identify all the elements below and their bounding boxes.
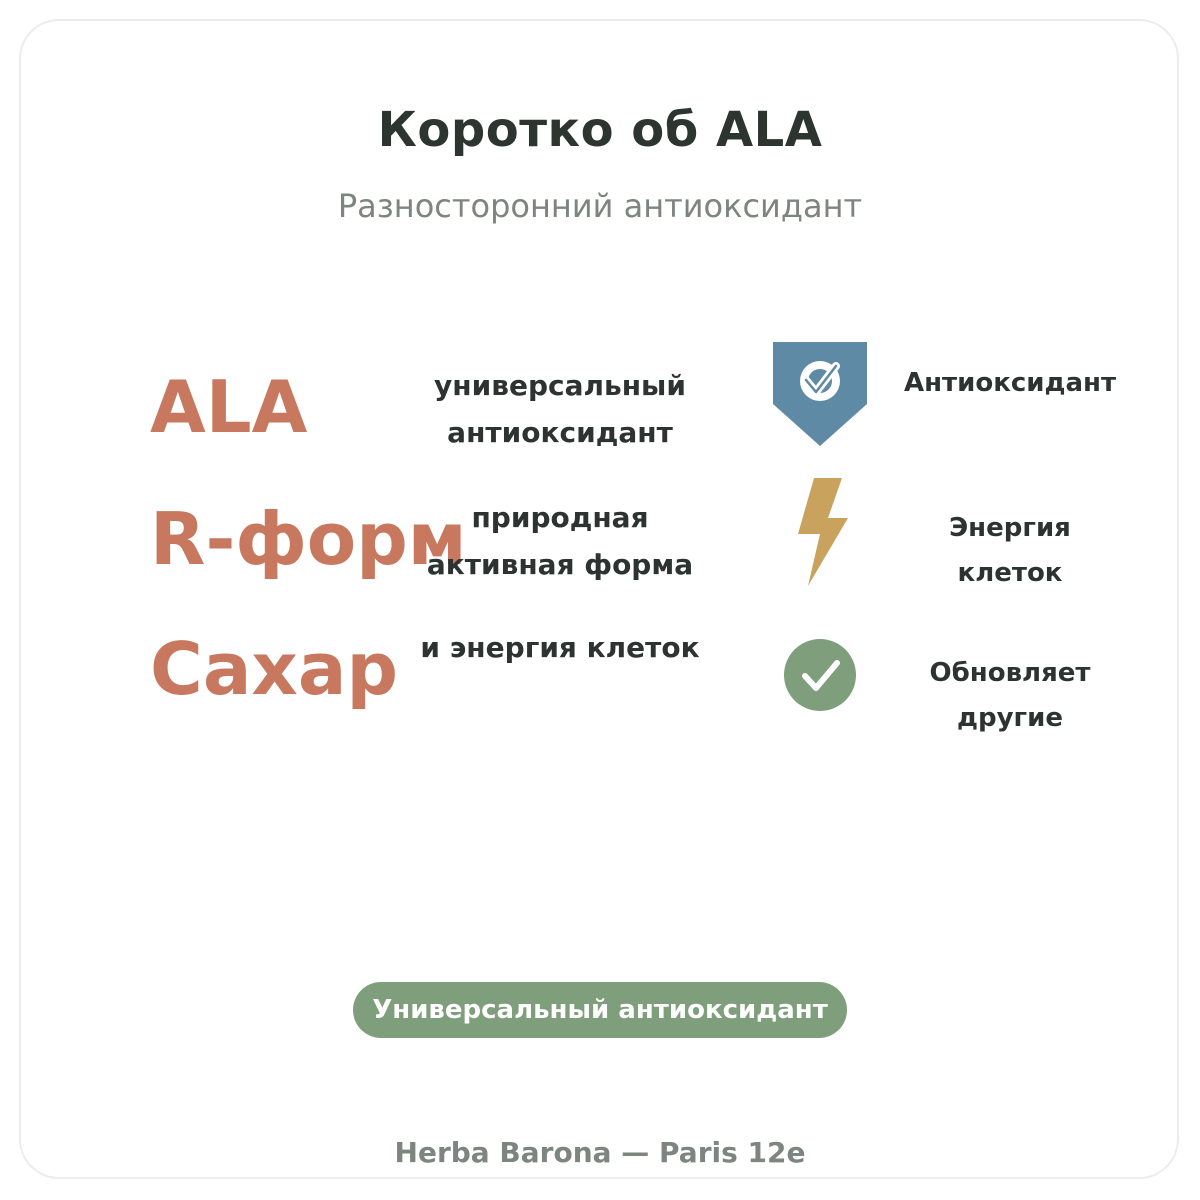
page-title: Коротко об ALA (377, 102, 823, 158)
label-antioxidant: Антиоксидант (903, 368, 1117, 398)
summary-badge: Универсальный антиоксидант (353, 982, 847, 1038)
description-sugar: и энергия клеток (420, 631, 700, 664)
label-cell-energy: Энергия клеток (949, 513, 1071, 588)
lightning-bolt-icon (796, 478, 848, 586)
keyword-sugar: Сахар (150, 627, 398, 711)
keyword-ala: ALA (150, 365, 308, 449)
check-circle-icon (784, 639, 856, 711)
description-r-form: природная активная форма (426, 501, 694, 581)
keyword-r-form: R-форм (150, 497, 467, 581)
description-ala: универсальный антиоксидант (434, 369, 686, 449)
label-renews-others: Обновляет другие (929, 658, 1091, 733)
page-subtitle: Разносторонний антиоксидант (337, 187, 863, 225)
shield-check-icon (772, 342, 868, 446)
footer-brand: Herba Barona — Paris 12e (394, 1136, 806, 1169)
